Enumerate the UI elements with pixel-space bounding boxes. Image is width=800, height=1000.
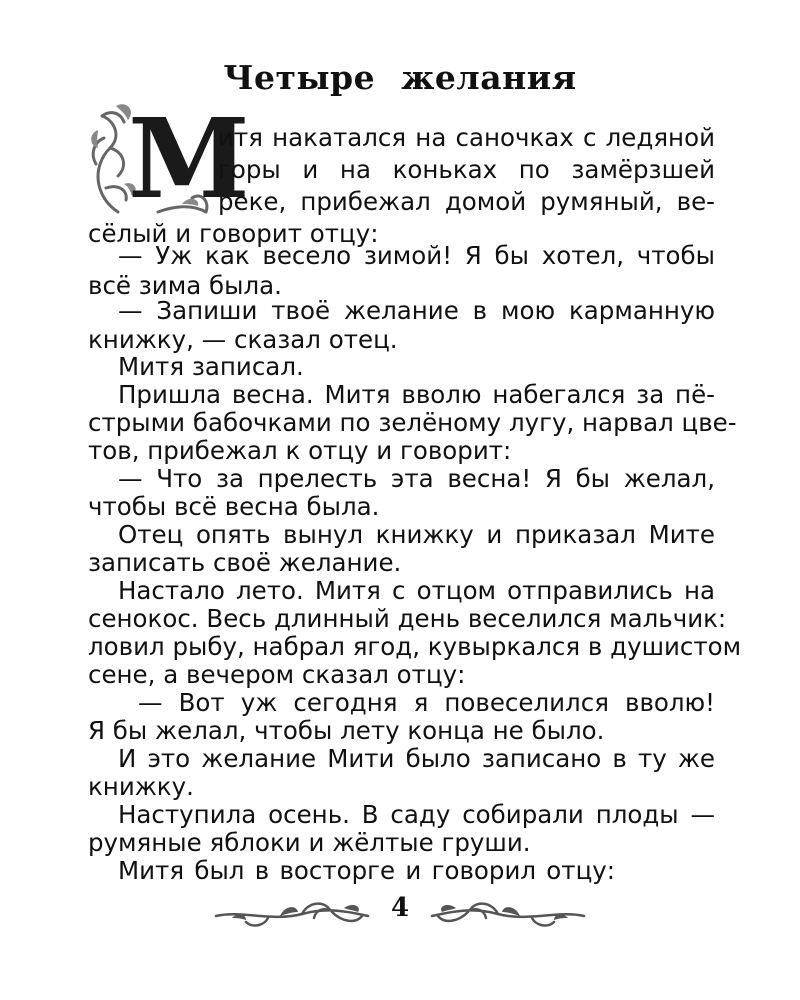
text-line: итя накатался на саночках с ледяной [218,123,715,152]
text-line: книжку, — сказал отец. [88,325,398,354]
text-line: И это желание Мити было записано в ту же [118,744,715,773]
text-line: записать своё желание. [88,548,402,577]
flourish-divider-icon [212,896,372,932]
drop-cap [88,94,250,223]
text-line: — Уж как весело зимой! Я бы хотел, чтобы [118,241,715,270]
text-line: сёлый и говорит отцу: [88,219,379,248]
text-line: — Запиши твоё желание в мою карманную [118,296,715,325]
page-number: 4 [390,893,410,923]
text-line: чтобы всё весна была. [88,492,380,521]
text-line: Настало лето. Митя с отцом отправились на [118,576,715,605]
text-line: Наступила осень. В саду собирали плоды — [118,800,715,829]
text-line: книжку. [88,772,194,801]
text-line: Митя записал. [118,352,304,381]
text-line: Я бы желал, чтобы лету конца не было. [88,716,605,745]
text-line: ловил рыбу, набрал ягод, кувыркался в душистом [88,632,742,661]
text-line: горы и на коньках по замёрзшей [218,155,715,184]
text-line: сене, а вечером сказал отцу: [88,660,466,689]
text-line: тов, прибежал к отцу и говорит: [88,436,512,465]
text-line: Пришла весна. Митя вволю набегался за пё- [118,380,715,409]
text-line: стрыми бабочками по зелёному лугу, нарвал цве- [88,408,737,437]
text-line: сенокос. Весь длинный день веселился мальчик: [88,604,727,633]
text-line: Митя был в восторге и говорил отцу: [118,856,615,885]
text-line: румяные яблоки и жёлтые груши. [88,828,531,857]
page-title: Четыре желания [223,58,577,97]
text-line: Отец опять вынул книжку и приказал Мите [118,520,715,549]
text-line: — Вот уж сегодня я повеселился вволю! [138,688,715,717]
drop-cap-letter: М [128,94,250,223]
text-line: всё зима была. [88,271,282,300]
flourish-divider-icon [428,896,588,932]
text-line: — Что за прелесть эта весна! Я бы желал, [118,464,715,493]
text-line: реке, прибежал домой румяный, ве- [218,187,715,216]
